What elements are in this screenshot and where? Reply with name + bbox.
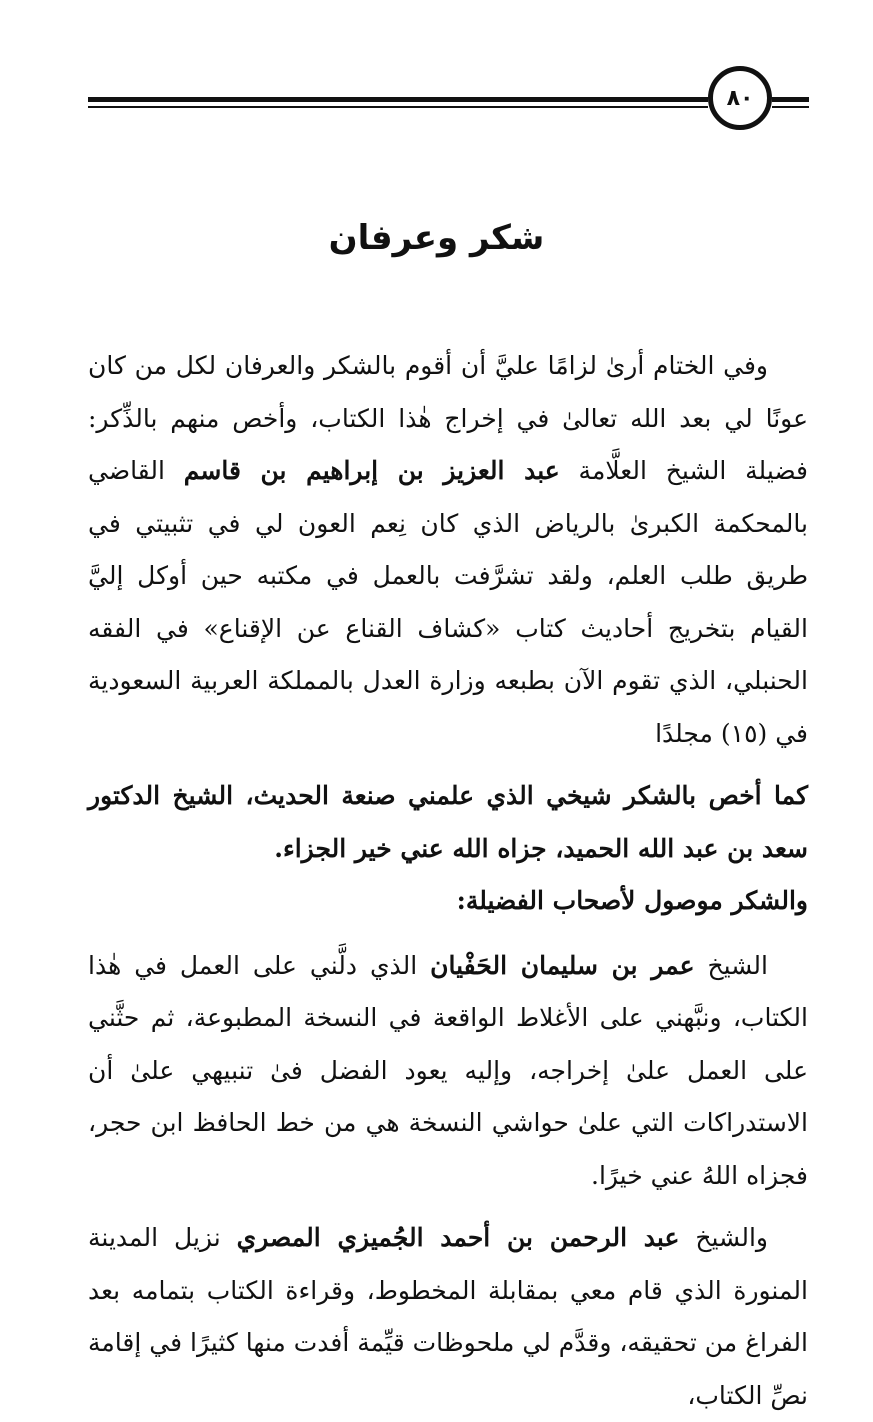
paragraph-omar xyxy=(88,940,808,1203)
name-abdulrahman: عبد الرحمن بن أحمد الجُميزي المصري xyxy=(236,1223,680,1252)
header-rule-thin xyxy=(88,106,708,108)
text-run: والشيخ xyxy=(679,1223,768,1252)
paragraph-teacher xyxy=(88,770,808,875)
header-rule-thin-right xyxy=(772,106,809,108)
page-header xyxy=(0,0,873,160)
text-run: الذي دلَّني على العمل في هٰذا الكتاب، ونبَّهني على الأغلاط الواقعة في النسخة المطبوعة، ثم حثَّني على العمل علىٰ إخراجه، وإليه يعود الفضل فىٰ تنبيهي علىٰ أن الاستدراكات التي علىٰ حواشي النسخة هي من خط الحافظ ابن حجر، فجزاه اللهُ عني خيرًا. xyxy=(88,950,808,1190)
name-abdulaziz: عبد العزيز بن إبراهيم بن قاسم xyxy=(183,456,560,485)
text-run: نزيل المدينة المنورة الذي قام معي بمقابلة المخطوط، وقراءة الكتاب بتمامه بعد الفراغ من تحقيقه، وقدَّم لي ملحوظات قيِّمة أفدت منها كثيرًا في إقامة نصِّ الكتاب، xyxy=(88,1223,808,1410)
paragraph-intro xyxy=(88,340,808,760)
name-saad: سعد بن عبد الله الحميد xyxy=(563,833,808,863)
page-title: شكر وعرفان xyxy=(328,218,545,258)
paragraph-abdulrahman xyxy=(88,1212,808,1422)
header-rule-thick xyxy=(88,97,708,102)
text-run: كما أخص بالشكر شيخي الذي علمني صنعة الحديث، الشيخ الدكتور xyxy=(88,781,808,810)
text-run: ، جزاه الله عني خير الجزاء. xyxy=(274,833,564,863)
name-omar: عمر بن سليمان الحَفْيان xyxy=(430,950,695,980)
text-run: القاضي بالمحكمة الكبرىٰ بالرياض الذي كان نِعم العون لي في تثبيتي في طريق طلب العلم، ولقد تشرَّفت بالعمل في مكتبه حين أوكل إليَّ القيام بتخريج أحاديث كتاب «كشاف القناع عن الإقناع» في الفقه الحنبلي، الذي تقوم الآن بطبعه وزارة العدل بالمملكة العربية السعودية في (١٥) مجلدًا xyxy=(88,456,808,748)
page-number: ٨٠ xyxy=(708,66,772,130)
body-text xyxy=(88,340,808,1422)
header-rule-thick-right xyxy=(772,97,809,102)
text-run: الشيخ xyxy=(694,950,768,980)
text-run: وفي الختام أرىٰ لزامًا عليَّ أن أقوم بالشكر والعرفان لكل من كان عونًا لي بعد الله تعالىٰ في إخراج هٰذا الكتاب، وأخص منهم بالذِّكر: فضيلة الشيخ العلَّامة xyxy=(88,351,808,485)
paragraph-thanks-heading: والشكر موصول لأصحاب الفضيلة: xyxy=(456,886,808,915)
